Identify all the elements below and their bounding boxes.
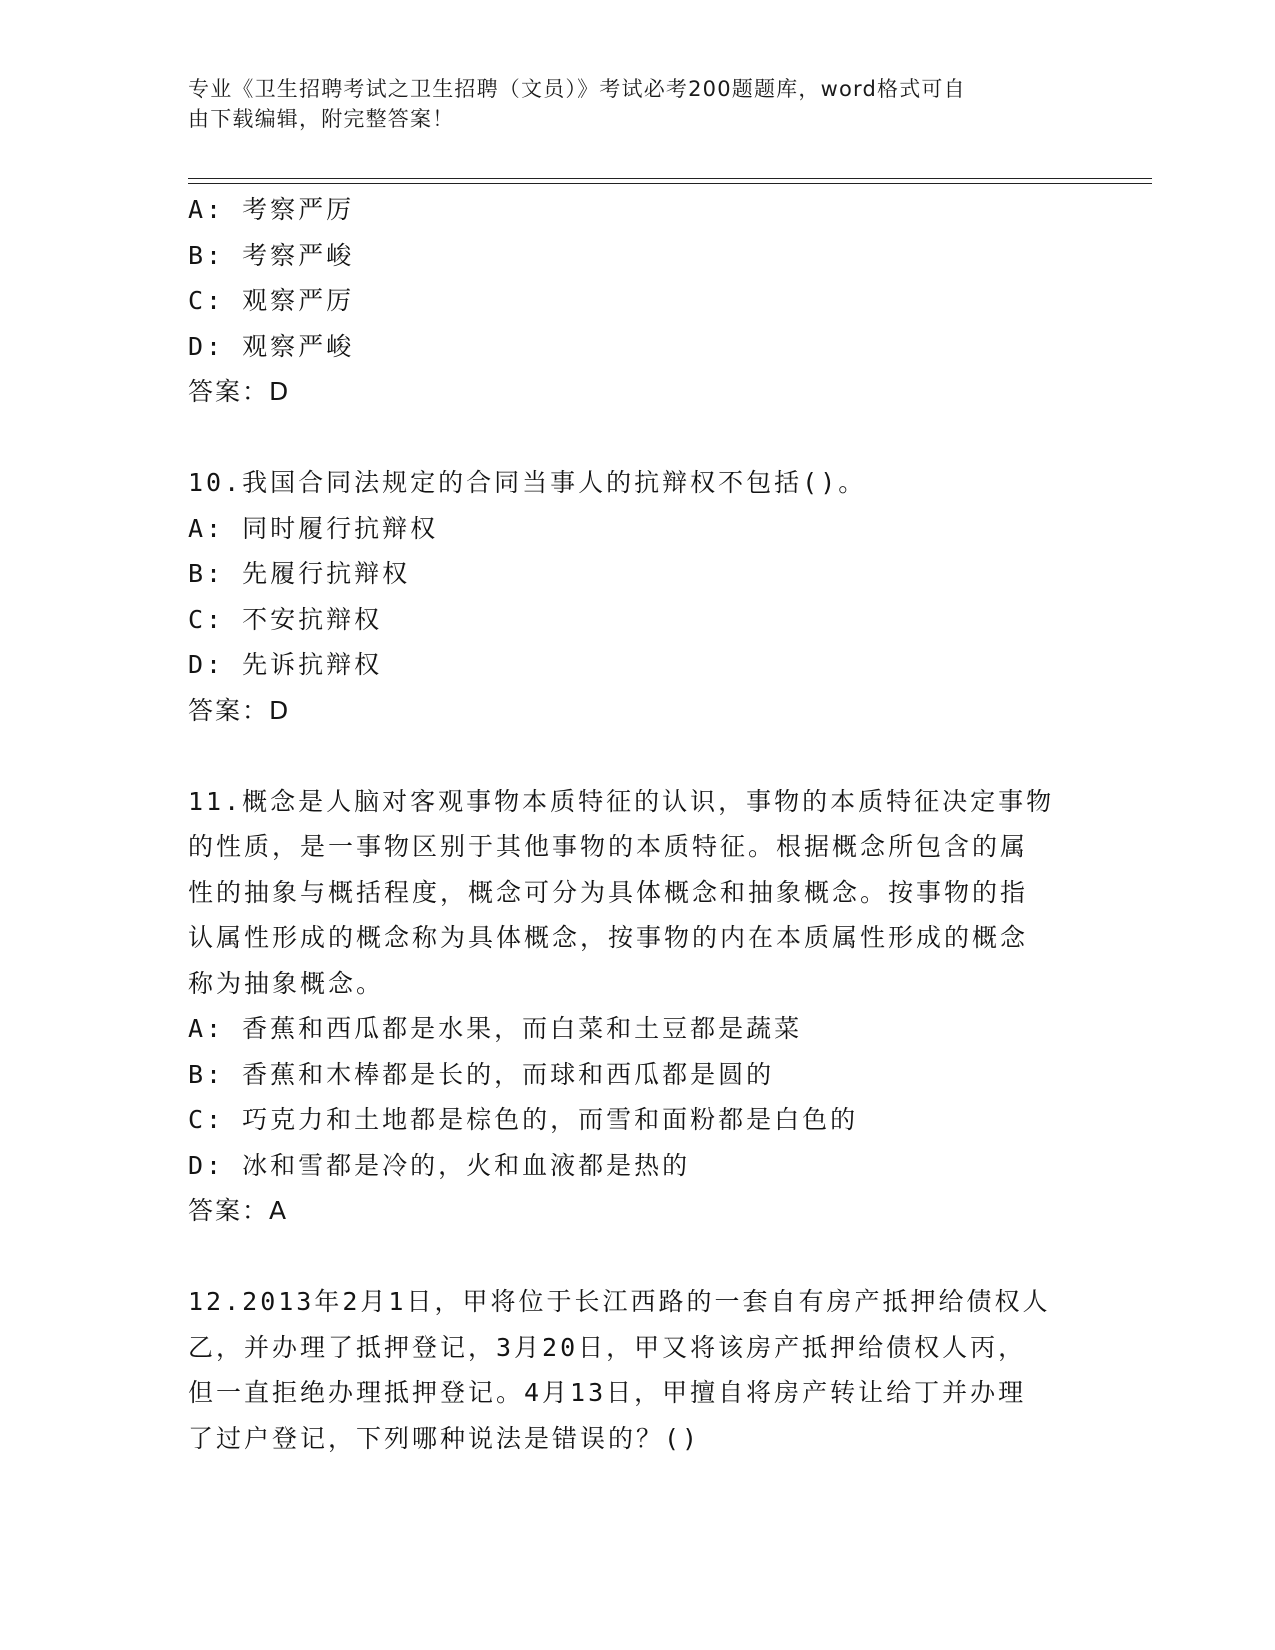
option-a: A: 同时履行抗辩权 xyxy=(188,513,439,543)
question-stem-line: 了过户登记，下列哪种说法是错误的？() xyxy=(188,1423,701,1453)
question-10 xyxy=(188,460,1088,733)
answer-line: 答案：A xyxy=(188,1196,289,1225)
question-9-partial xyxy=(188,187,1088,415)
option-d: D: 冰和雪都是冷的，火和血液都是热的 xyxy=(188,1150,691,1180)
question-stem-line: 认属性形成的概念称为具体概念，按事物的内在本质属性形成的概念 xyxy=(188,923,1029,952)
question-spacer xyxy=(188,733,1088,779)
option-b: B: 香蕉和木棒都是长的，而球和西瓜都是圆的 xyxy=(188,1059,775,1089)
question-stem-line: 乙，并办理了抵押登记，3月20日，甲又将该房产抵押给债权人丙， xyxy=(188,1332,1027,1362)
header-line-1: 专业《卫生招聘考试之卫生招聘（文员）》考试必考200题题库，word格式可自 xyxy=(188,77,966,101)
question-11 xyxy=(188,779,1088,1234)
header-line-2: 由下载编辑，附完整答案！ xyxy=(188,107,455,131)
option-b: B: 先履行抗辩权 xyxy=(188,559,411,588)
question-spacer xyxy=(188,415,1088,461)
option-c: C: 不安抗辩权 xyxy=(188,604,383,634)
question-stem-line: 的性质，是一事物区别于其他事物的本质特征。根据概念所包含的属 xyxy=(188,832,1029,861)
question-stem-line: 12.2013年2月1日，甲将位于长江西路的一套自有房产抵押给债权人 xyxy=(188,1287,1051,1316)
header-divider-top xyxy=(188,178,1152,179)
question-list xyxy=(188,187,1088,1461)
answer-line: 答案：D xyxy=(188,377,291,406)
document-header xyxy=(188,74,1088,134)
question-12 xyxy=(188,1279,1088,1461)
question-stem-line: 称为抽象概念。 xyxy=(188,968,385,998)
option-c: C: 观察严厉 xyxy=(188,286,355,315)
option-a: A: 香蕉和西瓜都是水果，而白菜和土豆都是蔬菜 xyxy=(188,1014,803,1043)
question-stem-line: 11.概念是人脑对客观事物本质特征的认识，事物的本质特征决定事物 xyxy=(188,786,1055,816)
option-a: A: 考察严厉 xyxy=(188,195,355,224)
option-c: C: 巧克力和土地都是棕色的，而雪和面粉都是白色的 xyxy=(188,1105,859,1134)
question-stem-line: 性的抽象与概括程度，概念可分为具体概念和抽象概念。按事物的指 xyxy=(188,877,1029,907)
question-stem-line: 但一直拒绝办理抵押登记。4月13日，甲擅自将房产转让给丁并办理 xyxy=(188,1378,1027,1407)
question-spacer xyxy=(188,1234,1088,1280)
header-divider-bottom xyxy=(188,183,1152,184)
question-stem: 10.我国合同法规定的合同当事人的抗辩权不包括()。 xyxy=(188,468,867,497)
answer-line: 答案：D xyxy=(188,695,291,725)
option-d: D: 先诉抗辩权 xyxy=(188,650,383,679)
option-b: B: 考察严峻 xyxy=(188,240,355,270)
option-d: D: 观察严峻 xyxy=(188,331,355,361)
